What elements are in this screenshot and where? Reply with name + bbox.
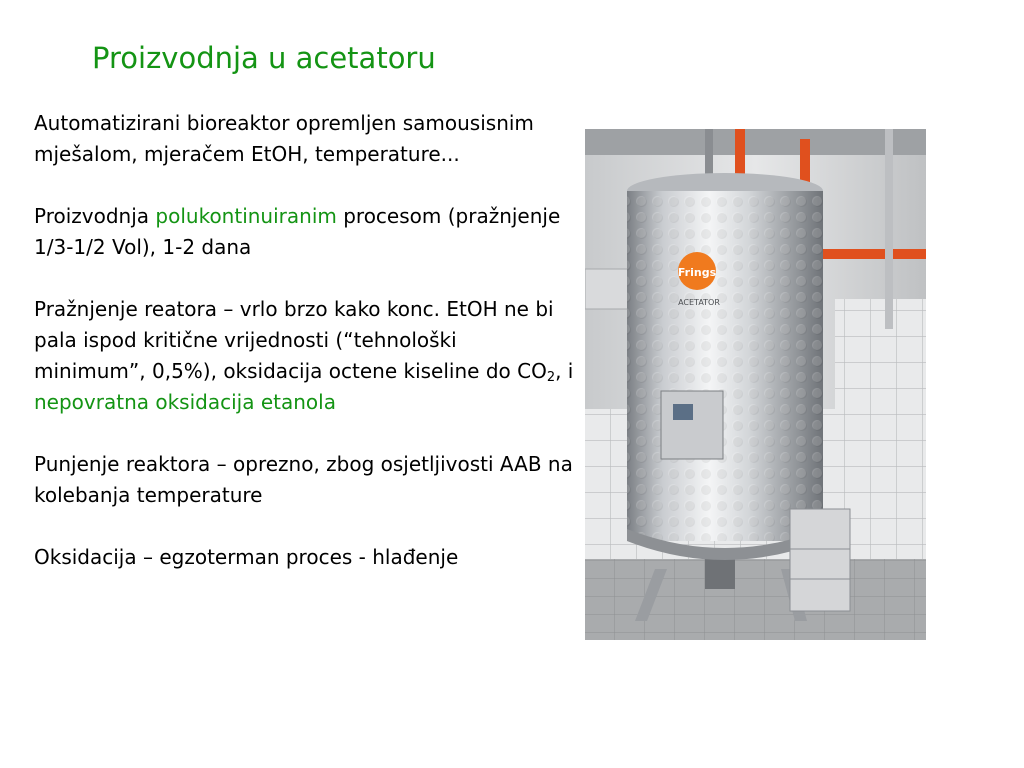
paragraph-process: [34, 201, 574, 263]
text-run: Automatizirani bioreaktor opremljen samousisnim mješalom, mjeračem EtOH, temperature...: [34, 111, 534, 166]
subscript-2: 2: [546, 370, 556, 385]
text-run: procesom (pražnjenje 1/3-1/2 Vol), 1-2 dana: [34, 204, 561, 259]
highlight-irreversible-oxidation: nepovratna oksidacija etanola: [34, 390, 336, 414]
acetator-label: ACETATOR: [678, 298, 720, 307]
frings-logo-text: Frings: [677, 266, 717, 279]
floor: [585, 559, 926, 640]
paragraph-filling: [34, 449, 574, 511]
side-cabinet: [790, 509, 850, 611]
acetator-photo: [585, 129, 926, 640]
text-run: Oksidacija – egzoterman proces - hlađenje: [34, 545, 459, 569]
text-run: Pražnjenje reatora – vrlo brzo kako konc. EtOH ne bi pala ispod kritične vrijednosti (“tehnološki minimum”, 0,5%), oksidacija octene kiseline do CO: [34, 297, 554, 383]
pipe: [885, 129, 893, 329]
tank-dimples: [627, 191, 823, 541]
text-run: , i: [555, 359, 574, 383]
control-display: [673, 404, 693, 420]
ceiling: [585, 129, 926, 155]
slide-title: Proizvodnja u acetatoru: [92, 41, 436, 75]
slide-body: [34, 108, 574, 573]
paragraph-reactor: [34, 108, 574, 170]
highlight-semicontinuous: polukontinuiranim: [155, 204, 337, 228]
paragraph-oxidation: [34, 542, 574, 573]
text-run: Proizvodnja: [34, 204, 156, 228]
text-run: Punjenje reaktora – oprezno, zbog osjetljivosti AAB na kolebanja temperature: [34, 452, 573, 507]
paragraph-emptying: [34, 294, 574, 418]
control-box: [661, 391, 723, 459]
